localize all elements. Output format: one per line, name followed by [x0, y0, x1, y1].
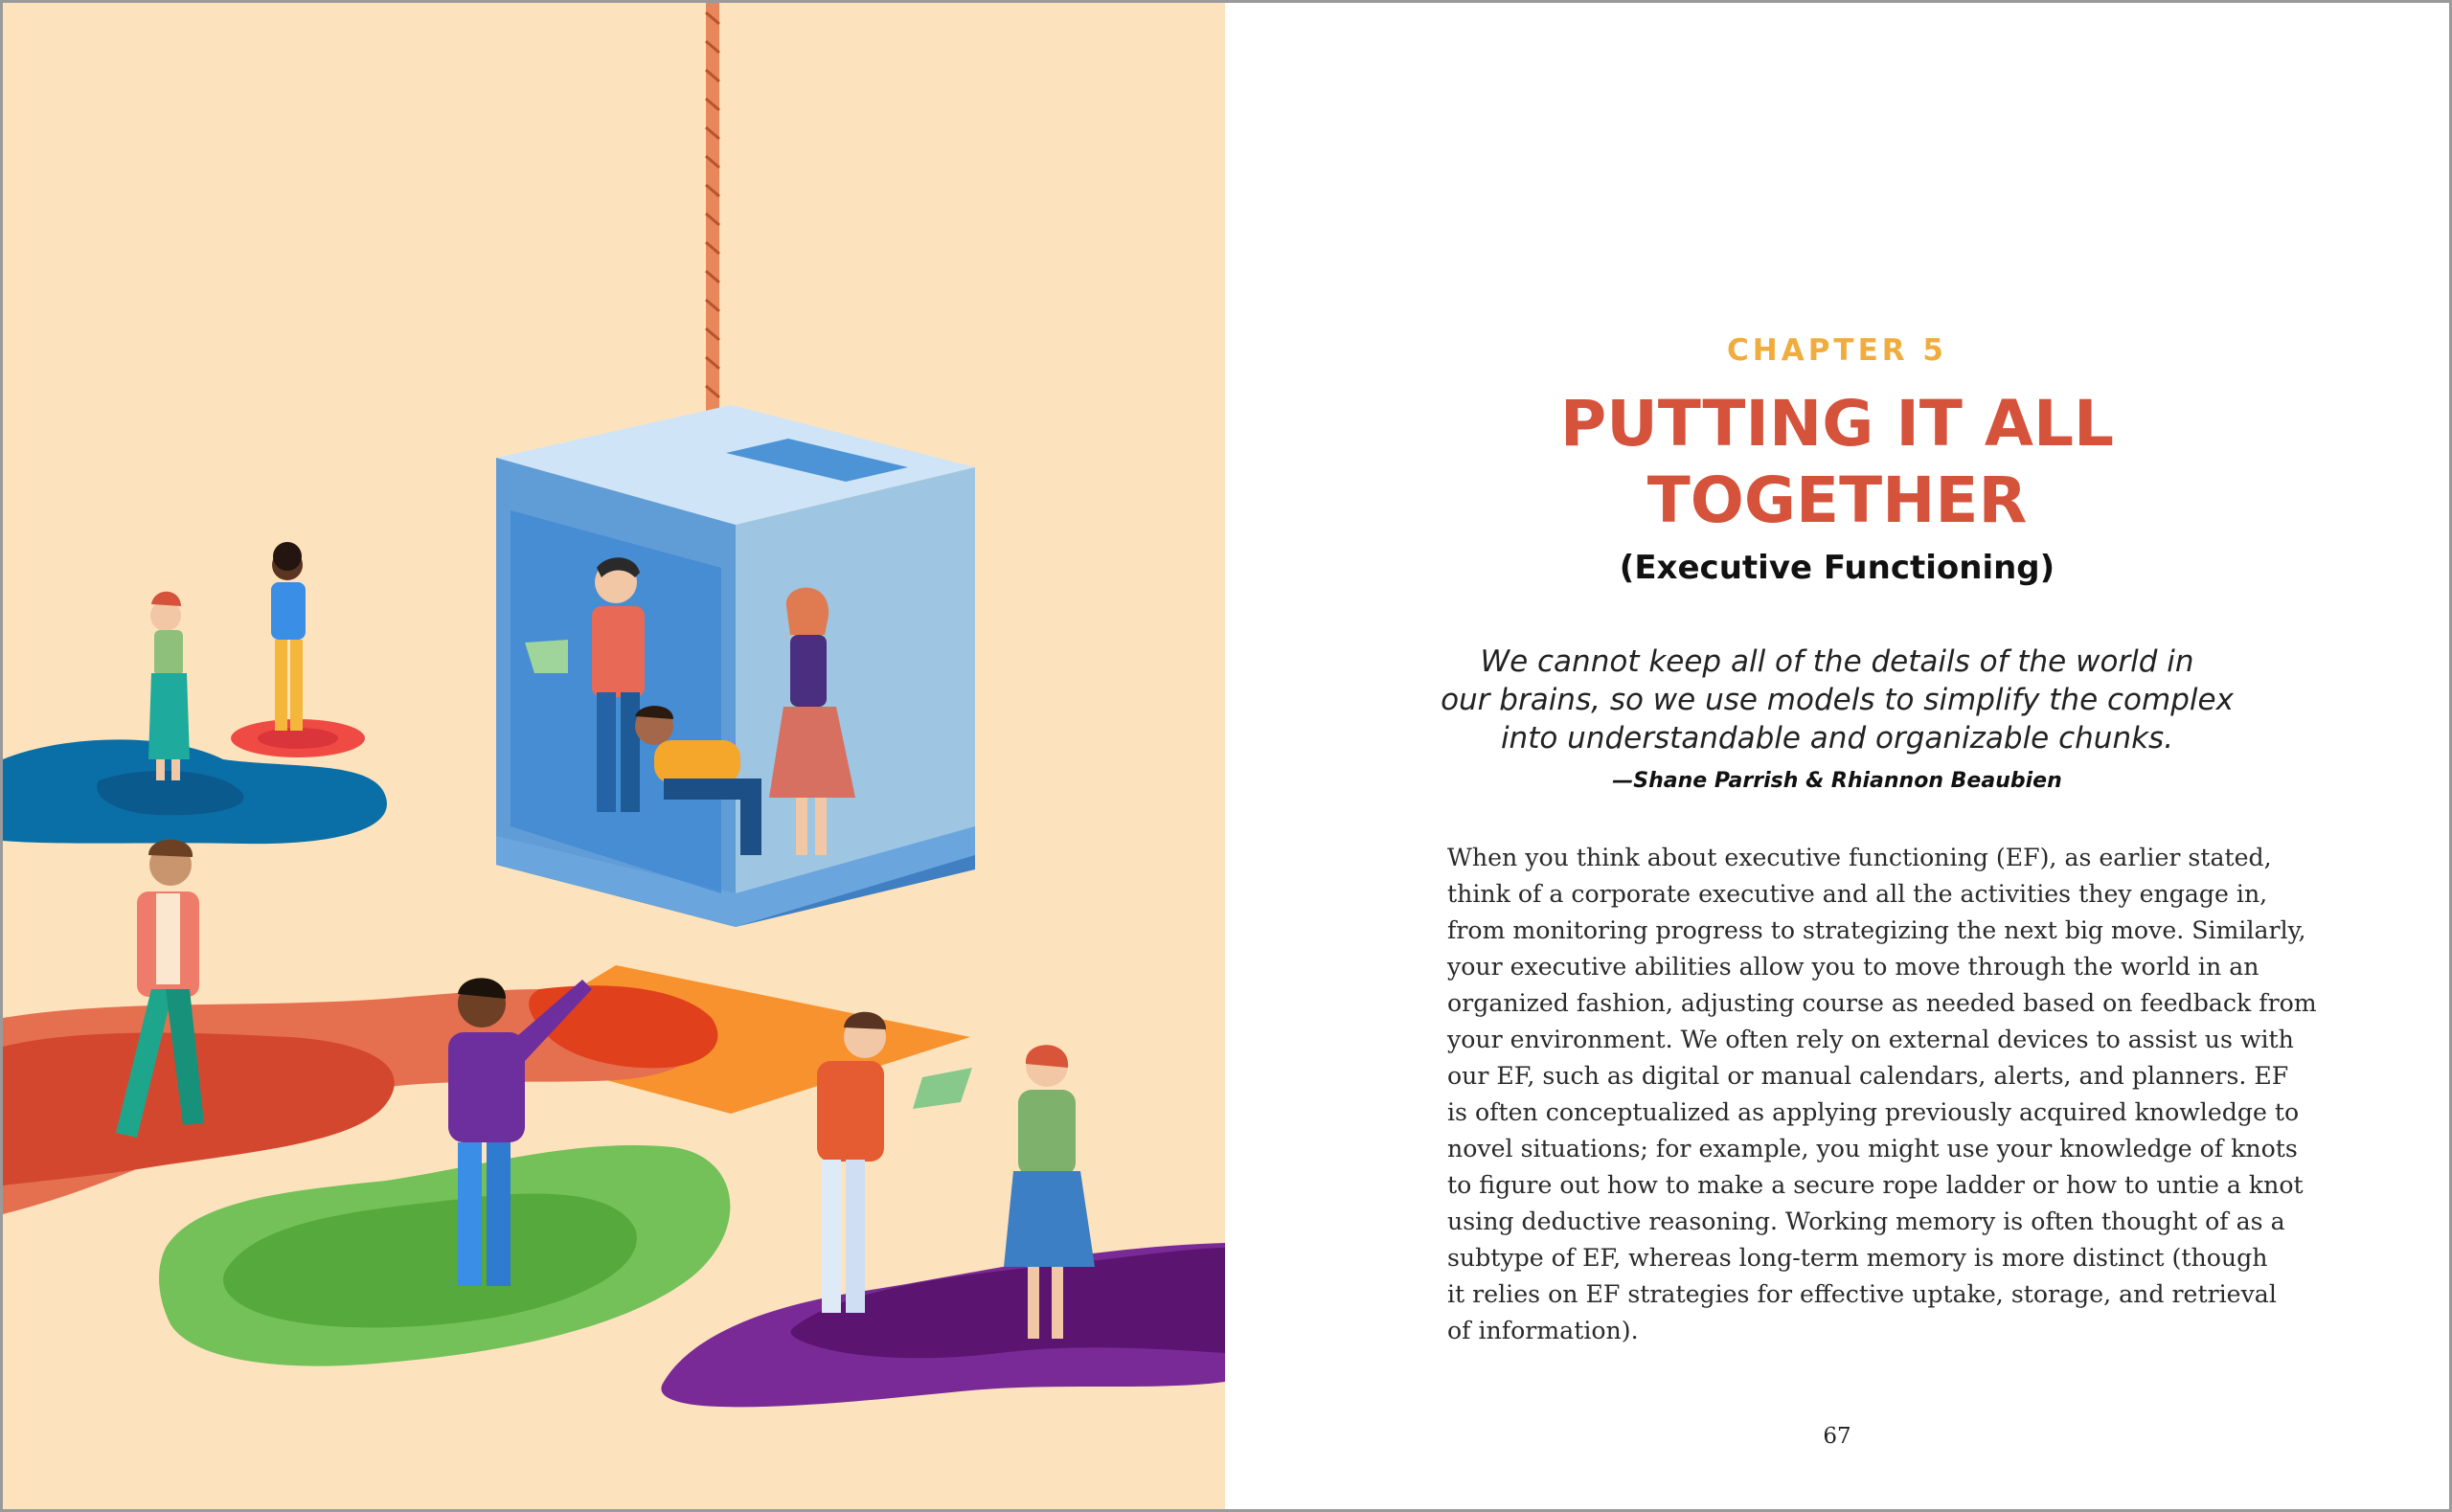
body-line: is often conceptualized as applying previously acquired knowledge to [1447, 1098, 2300, 1126]
chapter-title-line-2: TOGETHER [1646, 463, 2028, 537]
body-line: of information). [1447, 1317, 1639, 1344]
blob-red-small-inner [258, 728, 338, 749]
body-paragraph [1447, 840, 2317, 1349]
epigraph-quote [1397, 643, 2277, 757]
body-line: your environment. We often rely on external devices to assist us with [1447, 1026, 2294, 1053]
body-line: our EF, such as digital or manual calendars, alerts, and planners. EF [1447, 1062, 2289, 1090]
body-line: When you think about executive functioning (EF), as earlier stated, [1447, 844, 2272, 871]
body-line: it relies on EF strategies for effective uptake, storage, and retrieval [1447, 1280, 2277, 1308]
body-line: organized fashion, adjusting course as needed based on feedback from [1447, 989, 2317, 1017]
epigraph-author: —Shane Parrish & Rhiannon Beaubien [1612, 769, 2062, 793]
rope [706, 3, 719, 467]
chapter-label: CHAPTER 5 [1727, 333, 1947, 368]
body-line: novel situations; for example, you might use your knowledge of knots [1447, 1135, 2298, 1162]
body-line: your executive abilities allow you to move through the world in an [1447, 953, 2259, 981]
person-woman-teal-skirt [148, 592, 190, 780]
body-line: to figure out how to make a secure rope ladder or how to untie a knot [1447, 1171, 2304, 1199]
body-line: from monitoring progress to strategizing the next big move. Similarly, [1447, 916, 2306, 944]
body-line: think of a corporate executive and all the activities they engage in, [1447, 880, 2268, 908]
illustration-page [3, 3, 1225, 1509]
chapter-title [1225, 386, 2449, 539]
book-spread [3, 3, 2449, 1509]
person-man-blue-shirt [271, 542, 306, 731]
body-line: using deductive reasoning. Working memory is often thought of as a [1447, 1207, 2285, 1235]
text-page [1225, 3, 2449, 1509]
chapter-subtitle: (Executive Functioning) [1619, 549, 2055, 587]
epigraph-line: our brains, so we use models to simplify the complex [1441, 683, 2234, 717]
epigraph-line: We cannot keep all of the details of the world in [1480, 644, 2194, 679]
chapter-title-line-1: PUTTING IT ALL [1559, 387, 2115, 461]
page-number: 67 [1823, 1424, 1851, 1449]
illustration [3, 3, 1225, 1509]
epigraph-line: into understandable and organizable chunks. [1500, 721, 2174, 756]
body-line: subtype of EF, whereas long-term memory is more distinct (though [1447, 1244, 2268, 1272]
